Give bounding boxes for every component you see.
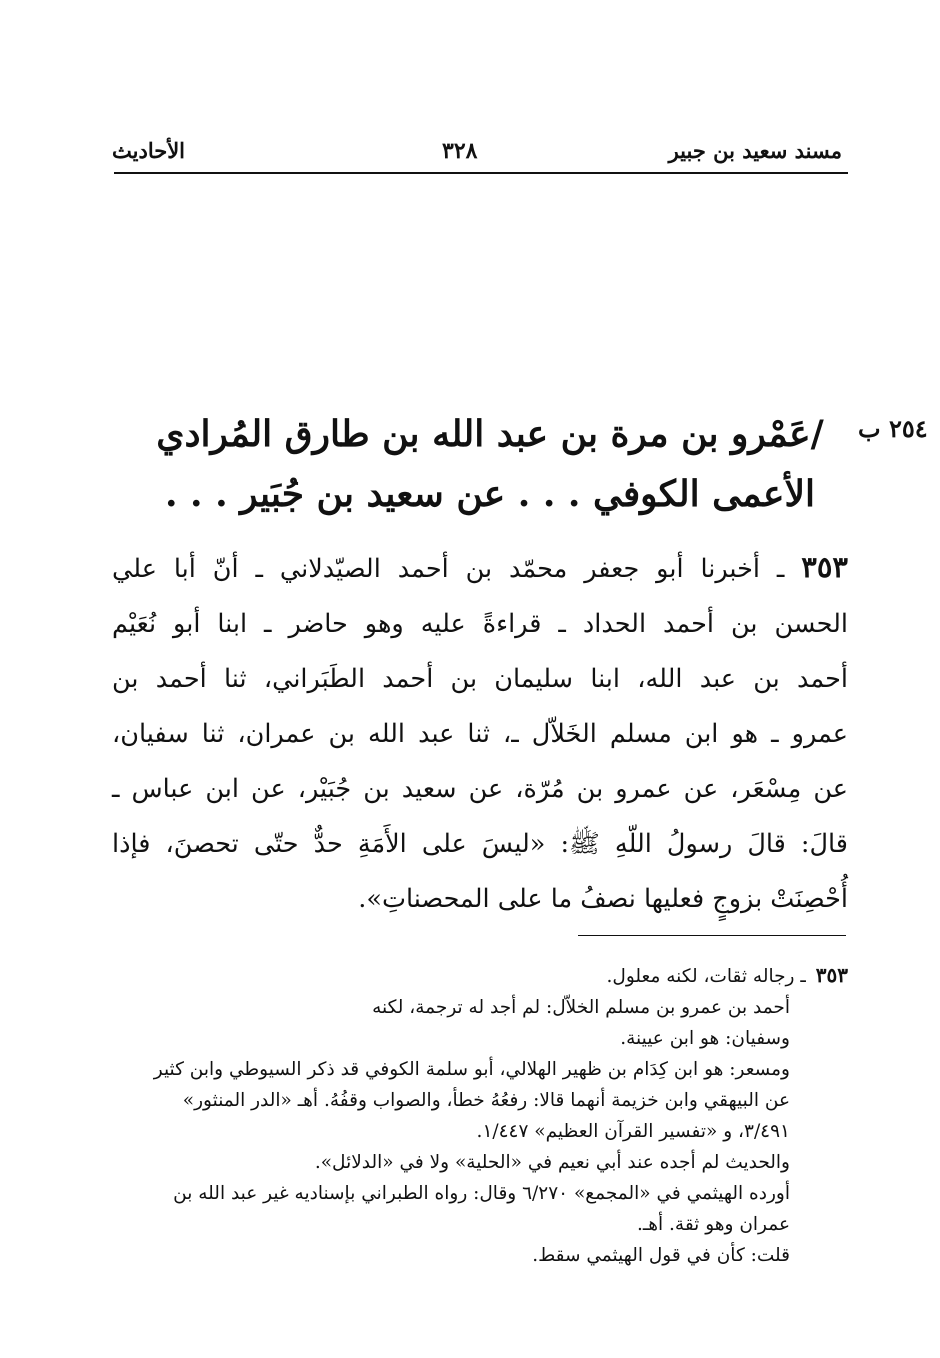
hadith-line: أُحْصِنَتْ بزوجٍ فعليها نصفُ ما على المحصناتِ». <box>358 884 848 914</box>
footnote-line: وسفيان: هو ابن عيينة. <box>620 1028 790 1049</box>
hadith-number: ٣٥٣ <box>801 550 848 584</box>
hadith-line: الحسن بن أحمد الحداد ـ قراءةً عليه وهو حاضر ـ ابنا أبو نُعَيْم <box>112 609 848 639</box>
footnote-line <box>112 960 848 992</box>
footnote-first-text: ـ رجاله ثقات، لكنه معلول. <box>606 966 806 987</box>
footnote-line: عمران وهو ثقة. أهـ. <box>636 1214 790 1235</box>
footnote-line: أورده الهيثمي في «المجمع» ٦/٢٧٠ وقال: رواه الطبراني بإسناديه غير عبد الله بن <box>173 1183 790 1204</box>
footnote-line: قلت: كأن في قول الهيثمي سقط. <box>532 1245 790 1266</box>
page-number: ٣٢٨ <box>442 138 478 164</box>
footnote-number: ٣٥٣ <box>815 963 848 987</box>
footnote-line: أحمد بن عمرو بن مسلم الخلاّل: لم أجد له ترجمة، لكنه <box>372 997 790 1018</box>
chapter-title <box>150 404 830 524</box>
footnote-line: عن البيهقي وابن خزيمة أنهما قالا: رفعُهُ خطأ، والصواب وقفُهُ. أهـ «الدر المنثور» <box>182 1090 790 1111</box>
footnote-separator <box>578 935 846 936</box>
hadith-line: عن مِسْعَر، عن عمرو بن مُرّة، عن سعيد بن جُبَيْر، عن ابن عباس ـ <box>112 774 848 804</box>
footnote-line: ومسعر: هو ابن كِدَام بن ظهير الهلالي، أبو سلمة الكوفي قد ذكر السيوطي وابن كثير <box>153 1059 790 1080</box>
hadith-line-text: ـ أخبرنا أبو جعفر محمّد بن أحمد الصيّدلاني ـ أنّ أبا علي <box>112 554 785 584</box>
hadith-line <box>112 540 848 597</box>
chapter-title-line-2: الأعمى الكوفي . . . عن سعيد بن جُبَير . . . <box>164 473 815 515</box>
hadith-line: عمرو ـ هو ابن مسلم الخَلاّل ـ، ثنا عبد الله بن عمران، ثنا سفيان، <box>112 719 848 749</box>
hadith-text <box>112 540 848 927</box>
footnote-line: ٣/٤٩١، و «تفسير القرآن العظيم» ١/٤٤٧. <box>476 1121 790 1142</box>
running-header <box>112 138 848 174</box>
hadith-line: قالَ: قالَ رسولُ اللّهِ ﷺ: «ليسَ على الأَمَةِ حدٌّ حتّى تحصنَ، فإذا <box>112 829 848 859</box>
header-rule <box>114 172 848 174</box>
book-title: مسند سعيد بن جبير <box>668 138 842 163</box>
section-title: الأحاديث <box>112 138 186 163</box>
chapter-title-line-1: /عَمْرو بن مرة بن عبد الله بن طارق المُرادي <box>156 413 824 455</box>
footnote-line: والحديث لم أجده عند أبي نعيم في «الحلية» ولا في «الدلائل». <box>314 1152 790 1173</box>
footnotes <box>112 960 848 1271</box>
manuscript-folio-note: ٢٥٤ ب <box>858 414 928 443</box>
hadith-line: أحمد بن عبد الله، ابنا سليمان بن أحمد الطَبَراني، ثنا أحمد بن <box>112 664 848 694</box>
